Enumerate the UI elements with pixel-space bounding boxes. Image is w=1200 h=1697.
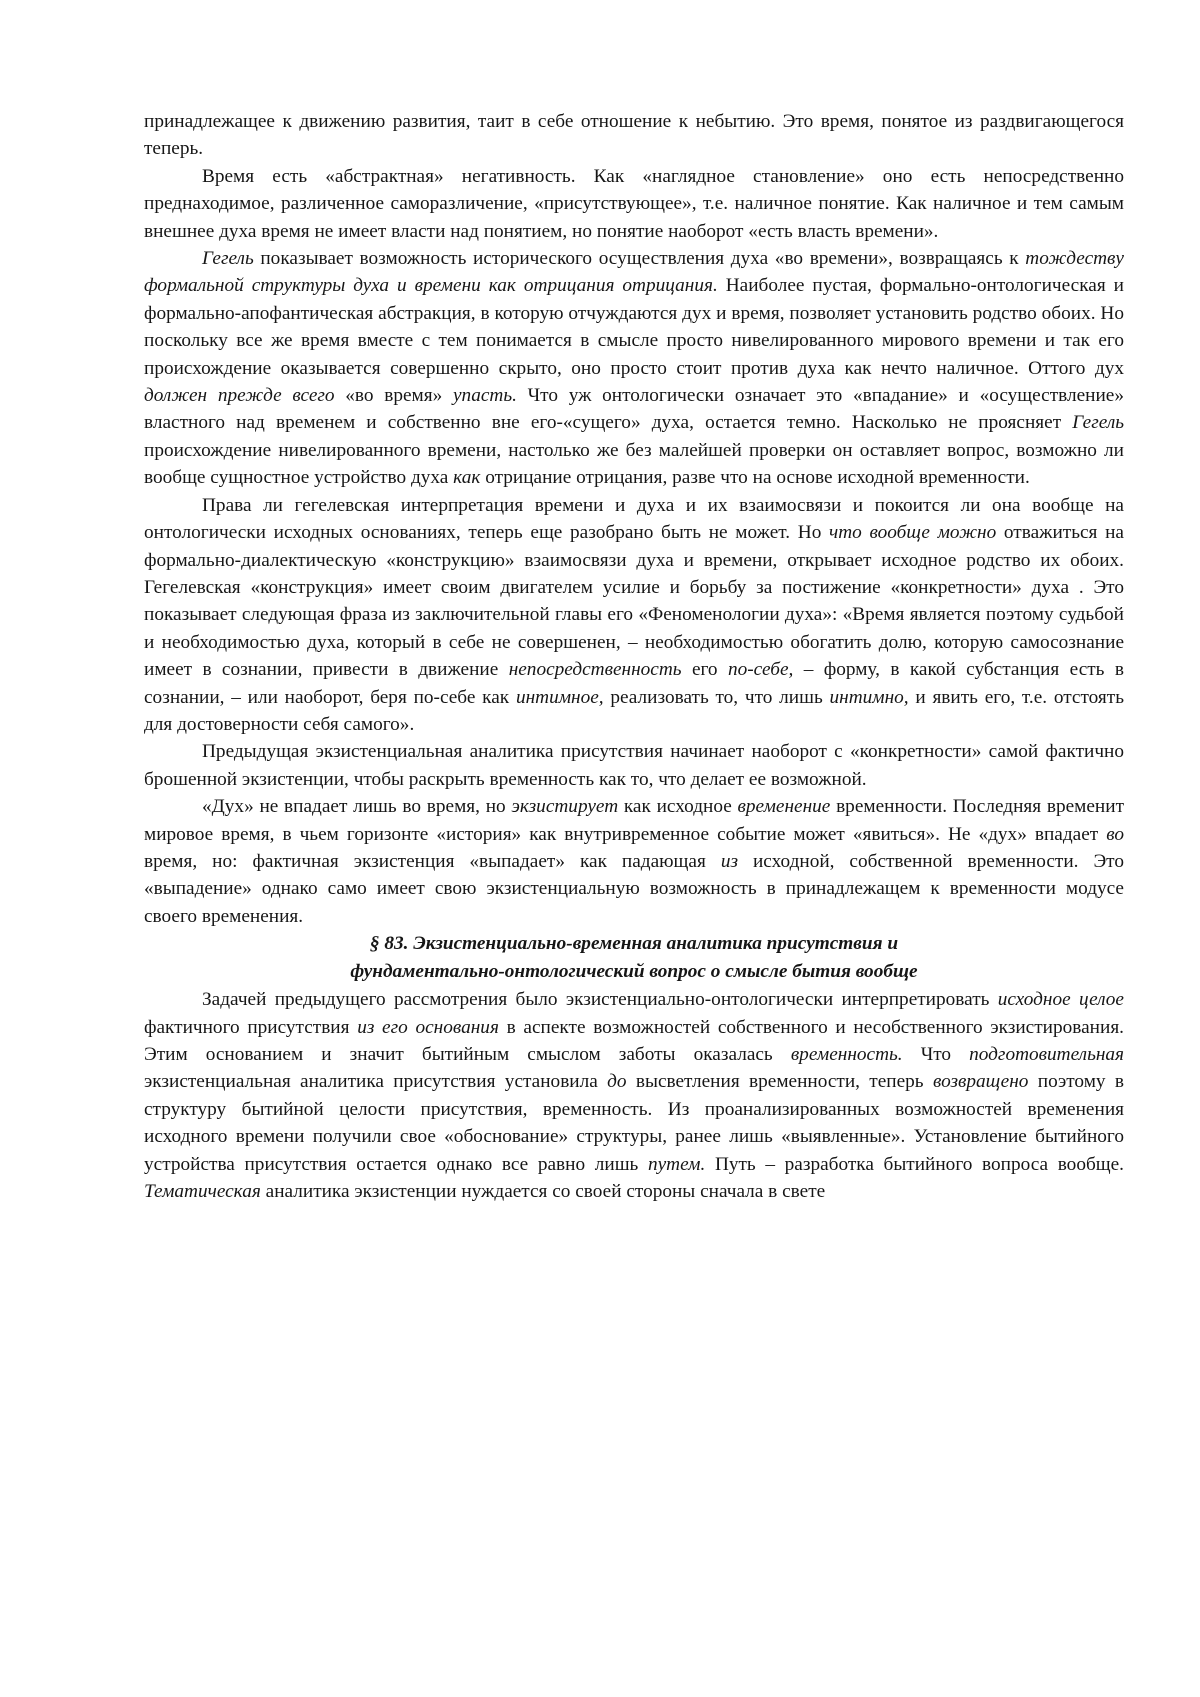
paragraph-hegel-interpretation: Права ли гегелевская интерпретация времени и духа и их взаимосвязи и покоится ли она вообще на онтологически исходных основаниях, теперь еще разобрано быть не может. Но что вообще можно отважиться на формально-диалектическую «конструкцию» взаимосвязи духа и времени, открывает исходное родство их обоих. Гегелевская «конструкция» имеет своим двигателем усилие и борьбу за постижение «конкретности» духа . Это показывает следующая фраза из заключительной главы его «Феноменологии духа»: «Время является поэтому судьбой и необходимостью духа, который в себе не совершенен, – необходимостью обогатить долю, которую самосознание имеет в сознании, привести в движение непосредственность его по-себе, – форму, в какой субстанция есть в сознании, – или наоборот, беря по-себе как интимное, реализовать то, что лишь интимно, и явить его, т.е. отстоять для достоверности себя самого». xyxy=(144,494,1124,735)
section-heading-line-1: § 83. Экзистенциально-временная аналитика присутствия и xyxy=(369,933,899,955)
section-heading xyxy=(144,930,1124,986)
paragraph-continuation: принадлежащее к движению развития, таит в себе отношение к небытию. Это время, понятое из раздвигающегося теперь. xyxy=(144,111,1124,160)
paragraph-spirit-exists: «Дух» не впадает лишь во время, но экзистирует как исходное временение временности. Последняя временит мировое время, в чьем горизонте «история» как внутривременное событие может «явиться». Не «дух» впадает во время, но: фактичная экзистенция «выпадает» как падающая из исходной, собственной временности. Это «выпадение» однако само имеет свою экзистенциальную возможность в принадлежащем к временности модусе своего временения. xyxy=(144,796,1124,927)
book-page xyxy=(144,108,1124,1205)
paragraph-time-negativity: Время есть «абстрактная» негативность. Как «наглядное становление» оно есть непосредственно преднаходимое, различенное саморазличение, «присутствующее», т.е. наличное понятие. Как наличное и тем самым внешнее духа время не имеет власти над понятием, но понятие наоборот «есть власть времени». xyxy=(144,165,1124,242)
paragraph-task: Задачей предыдущего рассмотрения было экзистенциально-онтологически интерпретировать исходное целое фактичного присутствия из его основания в аспекте возможностей собственного и несобственного экзистирования. Этим основанием и значит бытийным смыслом заботы оказалась временность. Что подготовительная экзистенциальная аналитика присутствия установила до высветления временности, теперь возвращено поэтому в структуру бытийной целости присутствия, временность. Из проанализированных возможностей временения исходного времени получили свое «обоснование» структуры, ранее лишь «выявленные». Установление бытийного устройства присутствия остается однако все равно лишь путем. Путь – разработка бытийного вопроса вообще. Тематическая аналитика экзистенции нуждается со своей стороны сначала в свете xyxy=(144,989,1125,1203)
paragraph-hegel-historical: Гегель показывает возможность исторического осуществления духа «во времени», возвращаясь к тождеству формальной структуры духа и времени как отрицания отрицания. Наиболее пустая, формально-онтологическая и формально-апофантическая абстракция, в которую отчуждаются дух и время, позволяет установить родство обоих. Но поскольку все же время вместе с тем понимается в смысле просто нивелированного мирового времени и так его происхождение оказывается совершенно скрыто, оно просто стоит против духа как нечто наличное. Оттого дух должен прежде всего «во время» упасть. Что уж онтологически означает это «впадание» и «осуществление» властного над временем и собственно вне его-«сущего» духа, остается темно. Насколько не проясняет Гегель происхождение нивелированного времени, настолько же без малейшей проверки он оставляет вопрос, возможно ли вообще сущностное устройство духа как отрицание отрицания, разве что на основе исходной временности. xyxy=(144,248,1125,489)
section-heading-line-2: фундаментально-онтологический вопрос о смысле бытия вообще xyxy=(350,961,918,983)
paragraph-existential-analytic: Предыдущая экзистенциальная аналитика присутствия начинает наоборот с «конкретности» самой фактично брошенной экзистенции, чтобы раскрыть временность как то, что делает ее возможной. xyxy=(144,741,1124,790)
